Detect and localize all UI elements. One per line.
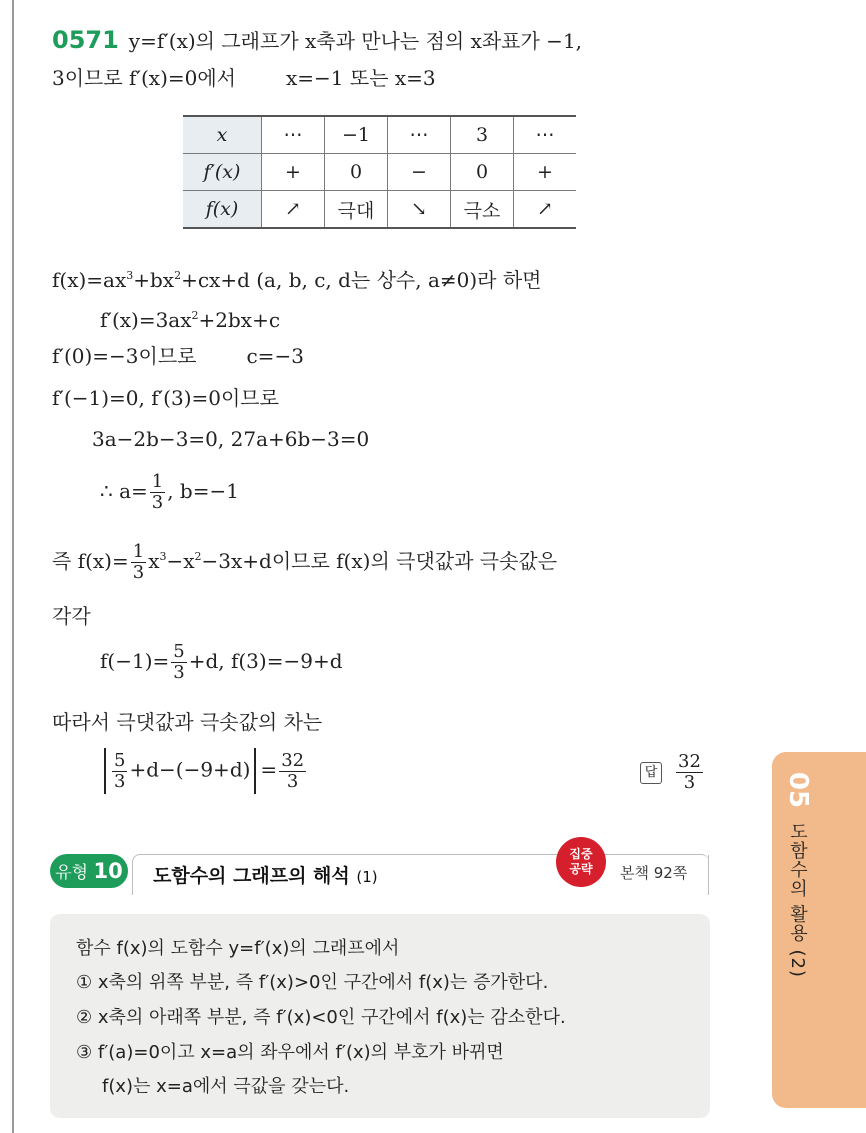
table-cell: 극소: [451, 191, 514, 229]
solution-line: 각각: [52, 604, 91, 628]
table-cell: −: [388, 154, 451, 191]
table-cell: 0: [325, 154, 388, 191]
tip-line: ② x축의 아래쪽 부분, 즉 f′(x)<0인 구간에서 f(x)는 감소한다.: [76, 1007, 566, 1028]
table-row: [183, 116, 576, 154]
solution-line: $\frac{5}{3}$ +d−(−9+d) = $\frac{32}{3}$: [100, 748, 308, 794]
type-section-header: [50, 842, 710, 898]
problem-intro-line-2: [52, 64, 436, 92]
abs-bar: [254, 748, 256, 794]
solution-line: ∴ a= $\frac{1}{3}$ , b=−1: [100, 471, 239, 513]
solution-line: 즉 f(x)= $\frac{1}{3}$ $x^3-x^2-3x+d$이므로 f(x)의 극댓값과 극솟값은: [52, 541, 558, 583]
type-badge: 유형 10: [50, 854, 128, 888]
answer-fraction: $\frac{32}{3}$: [678, 751, 701, 793]
solution-line: $f(x)=ax^3+bx^2+cx+d$ (a, b, c, d는 상수, a≠0)라 하면: [52, 268, 542, 292]
table-cell: ↘: [388, 191, 451, 229]
table-cell: 3: [451, 116, 514, 154]
chapter-number: 05: [783, 771, 813, 809]
tip-line: ③ f′(a)=0이고 x=a의 좌우에서 f′(x)의 부호가 바뀌면: [76, 1042, 504, 1063]
sign-table: [183, 115, 576, 229]
tip-line: 함수 f(x)의 도함수 y=f′(x)의 그래프에서: [76, 938, 400, 959]
table-row: [183, 191, 576, 229]
table-cell: ⋯: [388, 116, 451, 154]
problem-intro-line: [52, 26, 582, 55]
type-title: 도함수의 그래프의 해석 (1): [153, 865, 378, 887]
solution-line: f′(−1)=0, f′(3)=0이므로: [52, 386, 279, 410]
row-label: x: [183, 116, 262, 154]
focus-badge: 집중 공략: [556, 837, 606, 887]
row-label: f′(x): [183, 154, 262, 191]
table-cell: ↗: [262, 191, 325, 229]
tip-box: [50, 914, 710, 1118]
answer: [640, 752, 705, 793]
chapter-side-tab: [772, 752, 866, 1108]
fraction: $\frac{1}{3}$: [151, 471, 164, 513]
table-cell: 0: [451, 154, 514, 191]
critical-points: x=−1 또는 x=3: [286, 66, 436, 90]
table-row: [183, 154, 576, 191]
tip-line: f(x)는 x=a에서 극값을 갖는다.: [102, 1076, 350, 1097]
problem-intro-text-2: 3이므로 f′(x)=0에서: [52, 66, 236, 90]
row-label: f(x): [183, 191, 262, 229]
page-margin-rule: [12, 0, 14, 1133]
solution-line: 따라서 극댓값과 극솟값의 차는: [52, 710, 323, 734]
table-cell: ↗: [514, 191, 577, 229]
table-cell: −1: [325, 116, 388, 154]
chapter-title: 도함수의 활용 (2): [787, 822, 808, 978]
abs-bar: [104, 748, 106, 794]
table-cell: ⋯: [514, 116, 577, 154]
page-reference: 본책 92쪽: [620, 864, 688, 882]
fraction: $\frac{1}{3}$: [132, 541, 145, 583]
problem-intro-text: y=f′(x)의 그래프가 x축과 만나는 점의 x좌표가 −1,: [128, 29, 583, 53]
fraction: $\frac{5}{3}$: [114, 749, 126, 792]
answer-icon: 답: [640, 762, 662, 784]
table-cell: +: [514, 154, 577, 191]
problem-number: 0571: [52, 26, 119, 54]
solution-line: f(−1)= $\frac{5}{3}$ +d, f(3)=−9+d: [100, 641, 343, 683]
solution-line: $f'(x)=3ax^2+2bx+c$: [100, 308, 281, 332]
fraction: $\frac{32}{3}$: [281, 749, 305, 792]
table-cell: +: [262, 154, 325, 191]
solution-line: 3a−2b−3=0, 27a+6b−3=0: [92, 427, 370, 451]
solution-line: f′(0)=−3이므로 c=−3: [52, 344, 304, 368]
fraction: $\frac{5}{3}$: [173, 641, 185, 683]
tip-line: ① x축의 위쪽 부분, 즉 f′(x)>0인 구간에서 f(x)는 증가한다.: [76, 972, 549, 993]
table-cell: ⋯: [262, 116, 325, 154]
table-cell: 극대: [325, 191, 388, 229]
